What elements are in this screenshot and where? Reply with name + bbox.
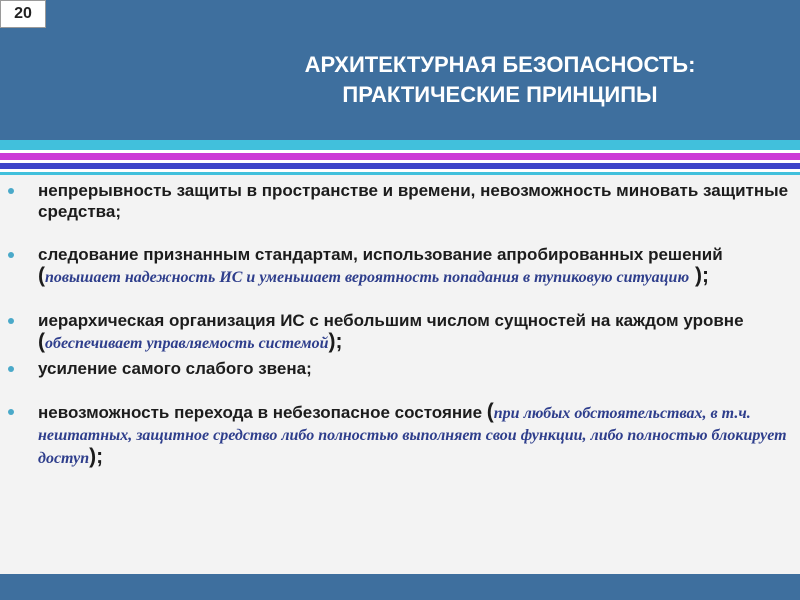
note-text: повышает надежность ИС и уменьшает вероятность попадания в тупиковую ситуацию <box>45 269 690 286</box>
bullet-dot-icon <box>8 366 14 372</box>
title-line-2: ПРАКТИЧЕСКИЕ ПРИНЦИПЫ <box>342 82 658 107</box>
bullet-dot-icon <box>8 252 14 258</box>
list-item: следование признанным стандартам, использование апробированных решений (повышает надежность ИС и уменьшает вероятность попадания в тупиковую ситуацию ); <box>0 244 800 288</box>
list-item: иерархическая организация ИС с небольшим числом сущностей на каждом уровне (обеспечивает управляемость системой); <box>0 310 800 354</box>
title-line-1: АРХИТЕКТУРНАЯ БЕЗОПАСНОСТЬ: <box>304 52 696 77</box>
stripe-cyan <box>0 140 800 150</box>
bullet-list <box>0 180 800 469</box>
stripe-magenta <box>0 153 800 160</box>
slide-number: 20 <box>0 0 46 28</box>
slide-footer <box>0 574 800 600</box>
list-item: непрерывность защиты в пространстве и времени, невозможность миновать защитные средства; <box>0 180 800 222</box>
note-text: при любых обстоятельствах, в т.ч. нештатных, защитное средство либо полностью выполняет свои функции, либо полностью блокирует доступ <box>38 405 787 467</box>
list-item: невозможность перехода в небезопасное состояние (при любых обстоятельствах, в т.ч. нештатных, защитное средство либо полностью выполняет свои функции, либо полностью блокирует доступ); <box>0 401 800 469</box>
list-item: усиление самого слабого звена; <box>0 358 800 379</box>
stripe-cyan-thin <box>0 172 800 175</box>
bullet-dot-icon <box>8 318 14 324</box>
note-text: обеспечивает управляемость системой <box>45 335 329 352</box>
slide-header <box>0 0 800 140</box>
slide-title <box>210 50 790 110</box>
decorative-stripes <box>0 140 800 175</box>
bullet-dot-icon <box>8 409 14 415</box>
bullet-dot-icon <box>8 188 14 194</box>
